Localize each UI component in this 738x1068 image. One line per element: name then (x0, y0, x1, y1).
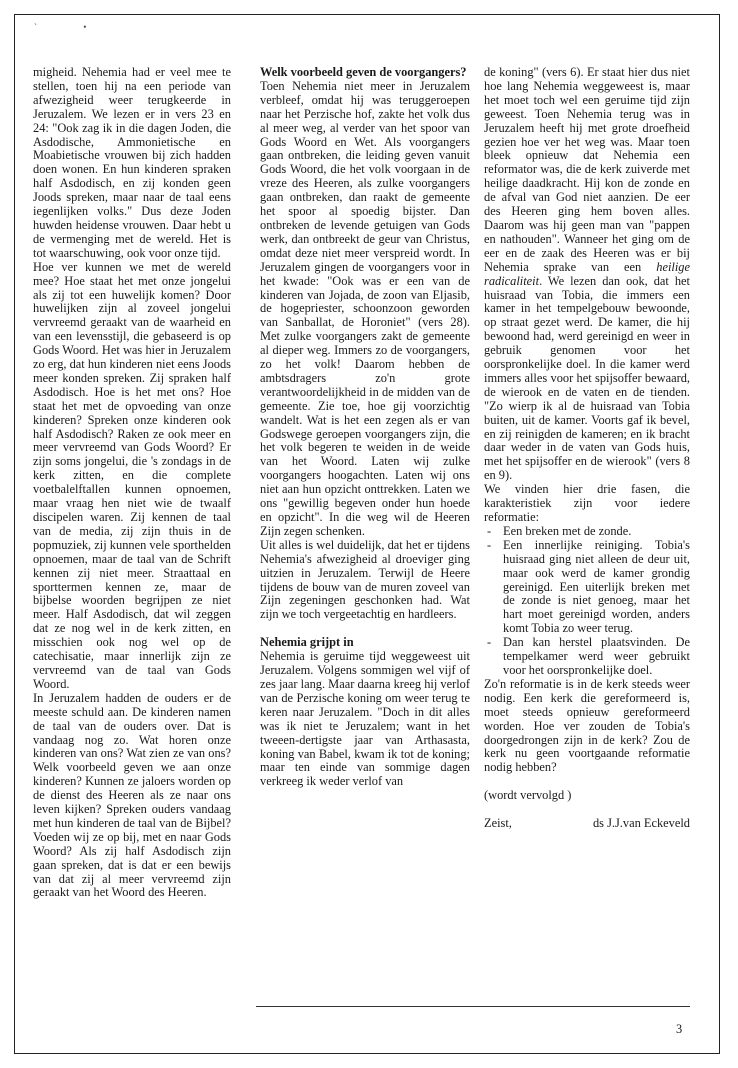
footer-rule (256, 1006, 690, 1007)
list-item: - Een innerlijke reiniging. Tobia's huisraad ging niet alleen de deur uit, maar ook werd de kamer grondig gereinigd. Een uiterlijk breken met de zonde is niet genoeg, maar het hart moet gereinigd worden, anders komt Tobia zo weer terug. (484, 539, 690, 636)
column-3 (484, 66, 690, 831)
list-item: - Dan kan herstel plaatsvinden. De tempelkamer werd weer gebruikt voor het oorspronkelijke doel. (484, 636, 690, 678)
paragraph: We vinden hier drie fasen, die karakteristiek zijn voor iedere reformatie: (484, 482, 690, 524)
paragraph: Uit alles is wel duidelijk, dat het er tijdens Nehemia's afwezigheid al droeviger ging uitzien in Jeruzalem. Terwijl de Heere tijdens de bouw van de muren zoveel van Zijn zegeningen geschonken had. Wat zijn we toch vergeetachtig en hardleers. (260, 537, 470, 622)
section-heading: Welk voorbeeld geven de voorgangers? (260, 65, 467, 79)
paragraph: migheid. Nehemia had er veel mee te stellen, toen hij na een periode van afwezigheid weer terugkeerde in Jeruzalem. We lezen er in vers 23 en 24: "Ook zag ik in die dagen Joden, die Asdodische, Ammonietische en Moabietische vrouwen bij zich hadden doen wonen. En hun kinderen spraken half Asdodisch, en zij konden geen Joods spreken, maar naar de taal eens iegenlijken volks." Dus deze Joden huwden heidense vrouwen. Daar hebt u de vermenging met de wereld. Het is tot waarschuwing, ook voor onze tijd. (33, 65, 231, 260)
reformation-phases-list (484, 525, 690, 678)
paragraph: Toen Nehemia niet meer in Jeruzalem verbleef, omdat hij was teruggeroepen naar het Perzische hof, zakte het volk dus al meer weg, al verder van het spoor van Gods Woord en Wet. Als voorgangers gaan ontbreken, die leiding geven vanuit Gods Woord, die het volk voorgaan in de vreze des Heeren, als zulke voorgangers gaan ontbreken, dan raakt de gemeente het spoor al spoedig bijster. Dan ontbreken de levende getuigen van Gods werk, dan ontbreekt de geur van Christus, omdat deze niet meer verspreid wordt. In Jeruzalem gingen de voorgangers voor in het kwade: "Ook was er een van de kinderen van Jojada, de zoon van Eljasib, de hogepriester, schoonzoon geworden van Sanballat, de Horoniet" (vers 28). Met zulke voorgangers zakt de gemeente al dieper weg. Immers zo de voorgangers, zo het volk! Daarom hebben de ambtsdragers zo'n grote verantwoordelijkheid in de midden van de gemeente. Zie toe, hoe gij voorzichtig wandelt. Wat is het een zegen als er van Godswege geroepen voorgangers zijn, die het volk begeren te weiden in de weide van het Woord. Laten wij zulke voorgangers hoogachten. Laten wij ons niet aan hun opzicht onttrekken. Laten we ons "gewillig begeven onder hun hoede en opzicht". In die weg wil de Heeren Zijn zegen schenken. (260, 78, 470, 538)
emphasis-text: heilige radicaliteit (484, 259, 690, 288)
list-item: - Een breken met de zonde. (484, 525, 690, 539)
paragraph (484, 66, 690, 483)
paragraph: Hoe ver kunnen we met de wereld mee? Hoe staat het met onze jongelui als zij tot een huwelijk komen? Door huwelijken zijn al zoveel jongelui vervreemd geraakt van de waarheid en van een levensstijl, die gebaseerd is op Gods Woord. Het was hier in Jeruzalem zo erg, dat hun kinderen niet eens Joods meer konden spreken. Zij spraken half Asdodisch. Hoe is het met ons? Hoe staat het met de opvoeding van onze kinderen? Spreken onze kinderen ook half Asdodisch? Raken ze ook meer en meer vervreemd van Gods Woord? Er zijn soms jongelui, die 's zondags in de kerk zitten, en die complete voetbalelftallen kunnen opnoemen, maar vraag hen niet wie de twaalf discipelen waren. Zij kennen de taal van de media, zij zijn thuis in de popmuziek, zij kunnen vele sporthelden opnoemen, maar de taal van de Schrift kennen zij niet meer. Straattaal en sporttermen kennen ze, maar de bijbelse woorden begrijpen ze niet meer. Half Asdodisch, dat wil zeggen dat ze nog wel in de kerk zitten, en misschien ook nog wel op de catechisatie, maar innerlijk zijn ze vervreemd van de taal van Gods Woord. (33, 259, 231, 691)
section-heading: Nehemia grijpt in (260, 635, 354, 650)
column-1 (33, 66, 231, 900)
header-marks: ` • (34, 22, 109, 32)
paragraph: Zo'n reformatie is in de kerk steeds weer nodig. Een kerk die gereformeerd is, moet steeds opnieuw gereformeerd worden. Hoe ver zouden de Tobia's doorgedrongen zijn in de kerk? Zou de kerk nu geen voortgaande reformatie nodig hebben? (484, 676, 690, 775)
text-run: . We lezen dan ook, dat het huisraad van Tobia, die immers een kamer in het tempelgebouw bewoonde, op straat gezet werd. De kamer, die hij bewoond had, werd gereinigd en weer in gebruik genomen voor het oorspronkelijke doel. In die kamer werd immers alles voor het spijsoffer bewaard, de wierook en de vaten en de tienden. "Zo wierp ik al de huisraad van Tobia buiten, uit de kamer. Voorts gaf ik bevel, en zij reinigden de kameren; en ik bracht daar weder in de vaten van Gods huis, met het spijsoffer en de wierook" (vers 8 en 9). (484, 273, 690, 483)
place-name: Zeist, (484, 816, 512, 831)
paragraph: Nehemia is geruime tijd weggeweest uit Jeruzalem. Volgens sommigen wel vijf of zes jaar lang. Maar daarna kreeg hij verlof van de Perzische koning om weer terug te keren naar Jeruzalem. "Doch in dit alles was ik niet te Jeruzalem; want in het tweeen-dertigste jaar van Arthasasta, koning van Babel, kwam ik tot de koning; maar ten einde van sommige dagen verkreeg ik weder verlof van (260, 649, 470, 789)
paragraph: In Jeruzalem hadden de ouders er de meeste schuld aan. De kinderen namen de taal van de ouders over. Dat is vandaag nog zo. Wat horen onze kinderen van ons? Wat zien ze van ons? Welk voorbeeld geven we aan onze kinderen? Kunnen ze jaloers worden op de dienst des Heeren als ze naar ons leven kijken? Spreken ouders vandaag met hun kinderen de taal van de Bijbel? Voeden wij ze op bij, met en naar Gods Woord? Als zij half Asdodisch zijn gaan spreken, dat is dat er een bewijs van dat zij al meer vervreemd zijn geraakt van het Woord des Heeren. (33, 690, 231, 900)
signature-line (484, 817, 690, 831)
author-name: ds J.J.van Eckeveld (592, 816, 690, 831)
column-2 (260, 66, 470, 789)
page-number: 3 (676, 1022, 683, 1036)
continued-note: (wordt vervolgd ) (484, 788, 572, 803)
text-run: de koning" (vers 6). Er staat hier dus niet hoe lang Nehemia weggeweest is, maar het moet toch wel een geruime tijd zijn geweest. Toen Nehemia terug was in Jeruzalem heeft hij met grote droefheid gezien hoe ver het weg was. Maar toen bleek opnieuw dat Nehemia een reformator was, die de kerk zuiverde met heilige daadkracht. Hij kon de zonde en de afval van God niet aanzien. De eer des Heeren ging hem boven alles. Daarom was hij geen man van "pappen en nathouden". Wanneer het ging om de eer en de zaak des Heeren was er bij Nehemia sprake van een (484, 65, 690, 274)
